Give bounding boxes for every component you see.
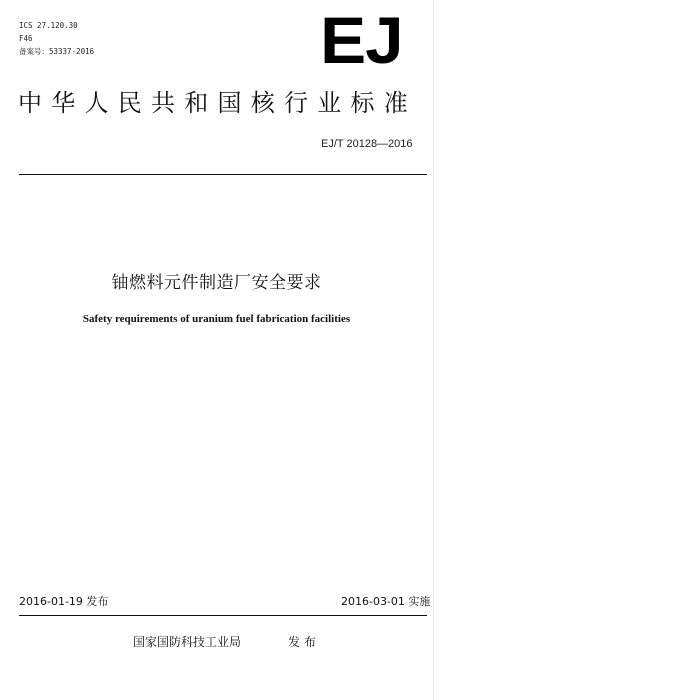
ics-code: ICS 27.120.30 [19,21,78,30]
publisher-name: 国家国防科技工业局 [133,635,242,649]
classification-code: F46 [19,34,33,43]
issue-date: 2016-01-19 发布 [19,595,109,608]
standard-number: EJ/T 20128—2016 [321,138,413,150]
document-title-english: Safety requirements of uranium fuel fabrication facilities [82,313,351,325]
publish-label: 发布 [288,635,321,649]
top-divider [19,174,427,175]
effective-date: 2016-03-01 实施 [341,595,431,608]
blank-area [434,0,700,700]
filing-number: 备案号：53337-2016 [19,47,95,56]
document-title-chinese: 铀燃料元件制造厂安全要求 [111,273,322,293]
bottom-divider [19,615,427,616]
ej-logo: EJ [320,3,403,77]
standard-category-title: 中华人民共和国核行业标准 [18,89,417,117]
